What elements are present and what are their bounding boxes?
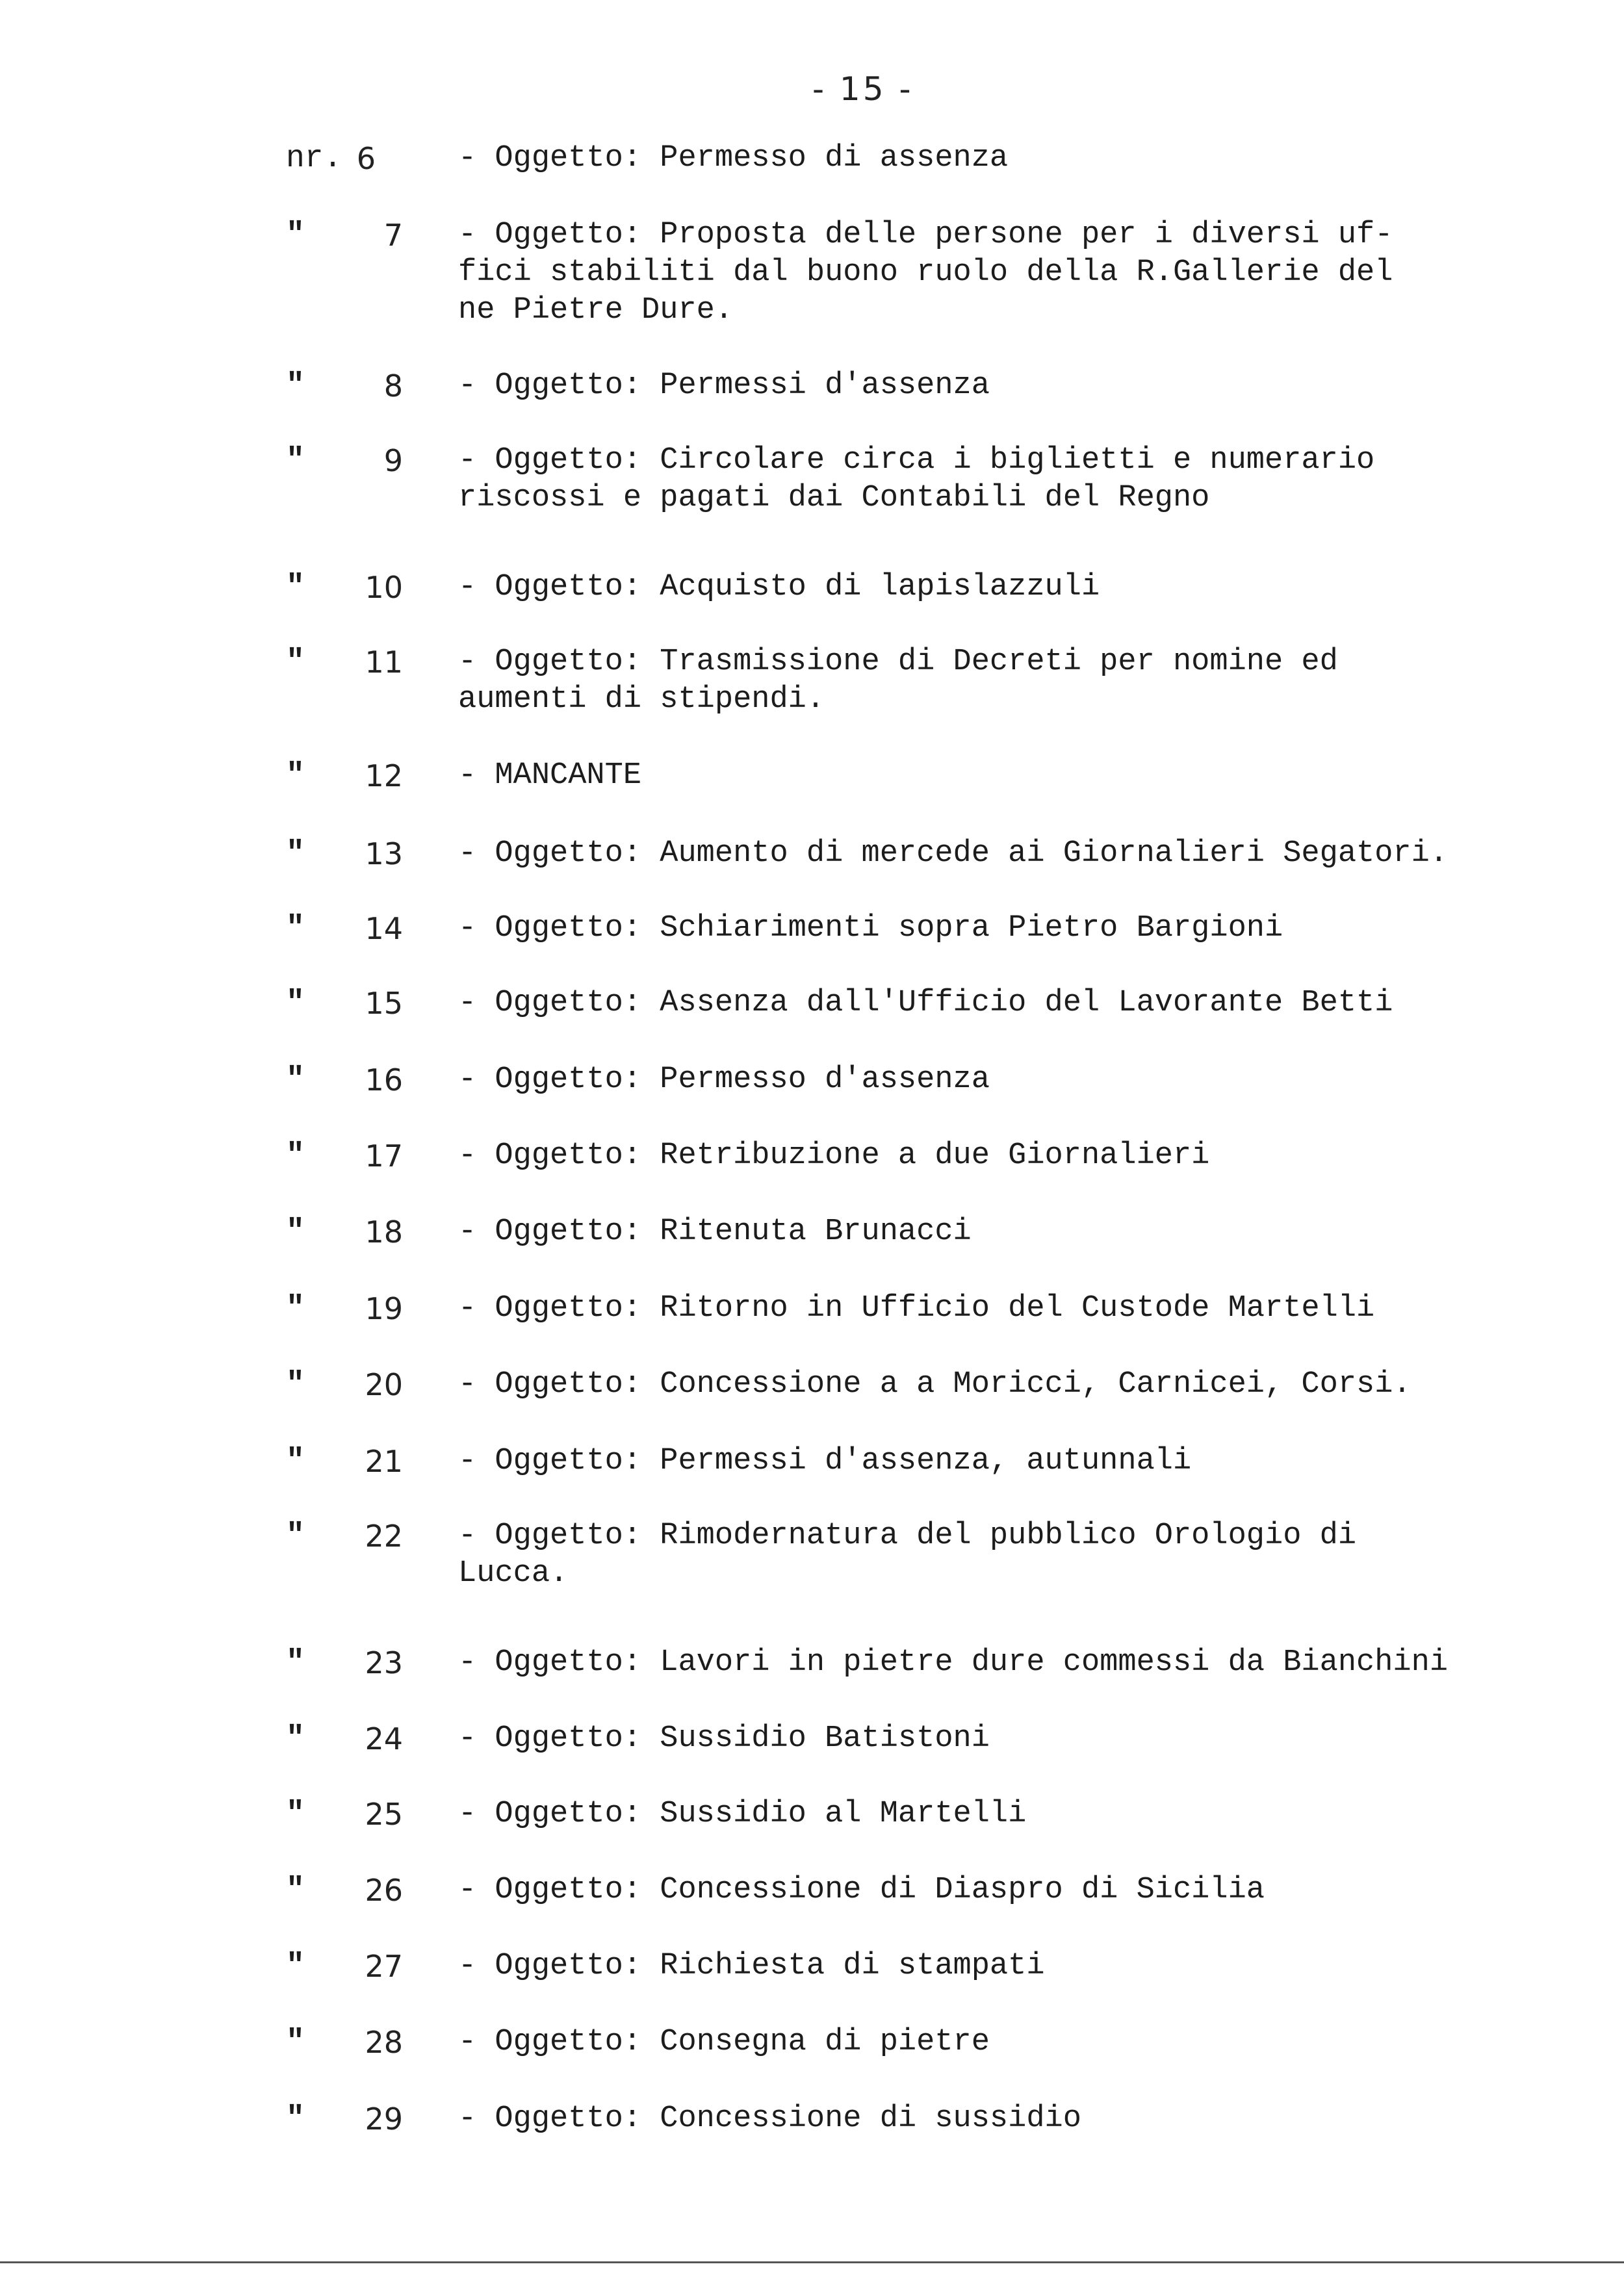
entry-text: - Oggetto: Ritenuta Brunacci: [458, 1215, 972, 1249]
entry-number: 27: [365, 1949, 403, 1984]
entry-prefix: ": [286, 2025, 305, 2060]
entry-text: - Oggetto: Proposta delle persone per i diversi uf- fici stabiliti dal buono ruolo della R.Gallerie del ne Pietre Dure.: [458, 218, 1393, 328]
entry-text: - Oggetto: Lavori in pietre dure commessi da Bianchini: [458, 1645, 1449, 1680]
entry-number: 15: [365, 986, 403, 1021]
entry-text: - Oggetto: Trasmissione di Decreti per nomine ed aumenti di stipendi.: [458, 645, 1338, 717]
entry-number: 13: [365, 836, 403, 871]
entry-text: - Oggetto: Ritorno in Ufficio del Custode Martelli: [458, 1291, 1375, 1326]
entry-prefix: ": [286, 1645, 305, 1680]
entry-text: - Oggetto: Aumento di mercede ai Giornalieri Segatori.: [458, 836, 1449, 871]
entry-text: - Oggetto: Rimodernatura del pubblico Orologio di Lucca.: [458, 1519, 1357, 1591]
entry-prefix: ": [286, 2101, 305, 2137]
entry-number: 21: [365, 1444, 403, 1479]
entry-prefix: ": [286, 1721, 305, 1756]
entry-prefix: ": [286, 1367, 305, 1402]
entry-prefix: ": [286, 570, 305, 605]
entry-text: - Oggetto: Concessione di Diaspro di Sicilia: [458, 1873, 1265, 1907]
entry-number: 8: [383, 368, 403, 404]
entry-number: 20: [365, 1367, 403, 1402]
entry-number: 19: [365, 1291, 403, 1326]
entry-prefix: ": [286, 1519, 305, 1554]
entry-prefix: ": [286, 443, 305, 478]
entry-text: - Oggetto: Consegna di pietre: [458, 2025, 990, 2059]
entry-number: 12: [365, 758, 403, 793]
entry-number: 14: [365, 911, 403, 946]
entry-number: 7: [383, 218, 403, 253]
entry-prefix: ": [286, 1062, 305, 1098]
entry-prefix: ": [286, 1291, 305, 1326]
entry-number: 26: [365, 1873, 403, 1908]
entry-number: 10: [365, 570, 403, 605]
entry-number: 6: [356, 141, 376, 176]
entry-prefix: ": [286, 218, 305, 253]
entry-prefix: ": [286, 368, 305, 404]
entry-number: 24: [365, 1721, 403, 1756]
entry-text: - Oggetto: Schiarimenti sopra Pietro Bargioni: [458, 911, 1283, 945]
entry-text: - Oggetto: Permesso di assenza: [458, 141, 1009, 175]
entry-prefix: ": [286, 1873, 305, 1908]
entry-number: 9: [383, 443, 403, 478]
entry-prefix: ": [286, 836, 305, 871]
entry-number: 17: [365, 1138, 403, 1174]
entry-number: 22: [365, 1519, 403, 1554]
entry-text: - Oggetto: Concessione di sussidio: [458, 2101, 1081, 2136]
entry-text: - Oggetto: Permessi d'assenza, autunnali: [458, 1444, 1192, 1478]
entry-text: - MANCANTE: [458, 758, 642, 793]
entry-number: 16: [365, 1062, 403, 1098]
entry-prefix: nr.: [286, 141, 342, 176]
entry-number: 11: [365, 645, 403, 680]
entry-prefix: ": [286, 645, 305, 680]
entry-number: 18: [365, 1215, 403, 1250]
entry-text: - Oggetto: Acquisto di lapislazzuli: [458, 570, 1100, 604]
entry-prefix: ": [286, 1797, 305, 1832]
entry-number: 25: [365, 1797, 403, 1832]
entry-number: 28: [365, 2025, 403, 2060]
entry-prefix: ": [286, 1949, 305, 1984]
entry-text: - Oggetto: Concessione a a Moricci, Carnicei, Corsi.: [458, 1367, 1411, 1402]
entry-text: - Oggetto: Richiesta di stampati: [458, 1949, 1045, 1983]
entry-text: - Oggetto: Permessi d'assenza: [458, 368, 990, 403]
page-number: - 15 -: [812, 70, 914, 108]
entry-prefix: ": [286, 1444, 305, 1479]
entry-number: 29: [365, 2101, 403, 2137]
scan-edge-line: [0, 2261, 1624, 2263]
entry-prefix: ": [286, 758, 305, 793]
entry-prefix: ": [286, 986, 305, 1021]
entry-text: - Oggetto: Retribuzione a due Giornalieri: [458, 1138, 1210, 1173]
entry-prefix: ": [286, 1138, 305, 1174]
entry-prefix: ": [286, 911, 305, 946]
entry-prefix: ": [286, 1215, 305, 1250]
entry-number: 23: [365, 1645, 403, 1680]
entry-text: - Oggetto: Sussidio al Martelli: [458, 1797, 1027, 1831]
entry-text: - Oggetto: Assenza dall'Ufficio del Lavorante Betti: [458, 986, 1393, 1020]
entry-text: - Oggetto: Sussidio Batistoni: [458, 1721, 990, 1756]
entry-text: - Oggetto: Circolare circa i biglietti e numerario riscossi e pagati dai Contabili del Regno: [458, 443, 1375, 515]
entry-text: - Oggetto: Permesso d'assenza: [458, 1062, 990, 1097]
